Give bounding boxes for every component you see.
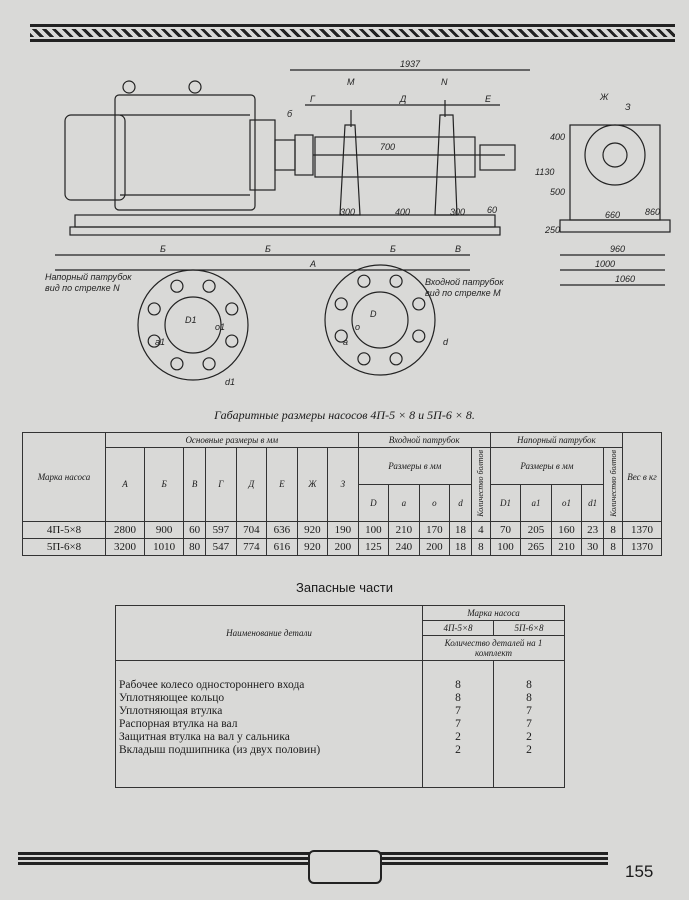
bolt-hole bbox=[358, 275, 370, 287]
dim-g: Г bbox=[310, 94, 315, 104]
spare-col1-header: 4П-5×8 bbox=[423, 621, 494, 636]
top-ornament-band bbox=[30, 22, 675, 44]
dims-row bbox=[23, 521, 662, 538]
end-view bbox=[570, 125, 660, 220]
spare-item-qty-5p: 7 bbox=[526, 718, 532, 730]
flange-letter-o: o bbox=[355, 322, 361, 332]
main-cell: 920 bbox=[297, 521, 328, 538]
outlet-bolts-header: Количество болтов bbox=[604, 448, 623, 522]
in-cell: 170 bbox=[419, 521, 450, 538]
dim-1937: 1937 bbox=[400, 59, 421, 69]
dim-860: 860 bbox=[645, 207, 661, 217]
out-cell: 160 bbox=[551, 521, 582, 538]
main-cell: 900 bbox=[145, 521, 184, 538]
dim-b3: Б bbox=[390, 244, 396, 254]
inlet-header: Входной патрубок bbox=[358, 433, 490, 448]
outlet-header: Напорный патрубок bbox=[490, 433, 622, 448]
spare-item-qty-4p: 8 bbox=[455, 679, 461, 691]
dim-v: В bbox=[455, 244, 462, 254]
bolt-hole bbox=[413, 298, 425, 310]
spare-item-name: Уплотняющая втулка bbox=[119, 705, 223, 717]
spare-item-qty-4p: 7 bbox=[455, 705, 461, 717]
spare-item-qty-4p: 8 bbox=[455, 692, 461, 704]
figure-caption: Габаритные размеры насосов 4П-5 × 8 и 5П-6 × 8. bbox=[214, 408, 475, 422]
bolt-hole bbox=[390, 353, 402, 365]
out-cell: 23 bbox=[582, 521, 604, 538]
flange-letter-D1: D1 bbox=[185, 315, 197, 325]
spare-item-qty-5p: 8 bbox=[526, 692, 532, 704]
base-frame bbox=[75, 215, 495, 227]
dim-d: Д bbox=[400, 94, 407, 104]
spare-names-cell bbox=[116, 661, 423, 788]
spare-item-qty-4p: 2 bbox=[455, 731, 461, 743]
main-col-G: Г bbox=[206, 448, 237, 522]
dim-300b: 300 bbox=[450, 207, 466, 217]
dim-500-vert: 500 bbox=[550, 187, 566, 197]
out-cell: 210 bbox=[551, 538, 582, 555]
bolt-hole bbox=[413, 330, 425, 342]
spare-item-name: Вкладыш подшипника (из двух половин) bbox=[119, 744, 321, 756]
spare-item-qty-5p: 7 bbox=[526, 705, 532, 717]
main-sizes-header: Основные размеры в мм bbox=[106, 433, 359, 448]
main-cell: 3200 bbox=[106, 538, 145, 555]
in-cell: 100 bbox=[358, 521, 389, 538]
spare-qty-col2 bbox=[493, 661, 564, 788]
dim-1130-vert: 1130 bbox=[535, 167, 555, 177]
dimensions-table bbox=[22, 432, 662, 556]
in-cell: 210 bbox=[389, 521, 420, 538]
main-cell: 2800 bbox=[106, 521, 145, 538]
in-cell: 18 bbox=[450, 538, 472, 555]
weight-cell: 1370 bbox=[623, 521, 662, 538]
dim-60: 60 bbox=[487, 205, 498, 215]
discharge-flange-view bbox=[138, 270, 248, 380]
dim-660: 660 bbox=[605, 210, 621, 220]
main-cell: 1010 bbox=[145, 538, 184, 555]
flange-letter-o1: o1 bbox=[215, 322, 226, 332]
in-col-d: d bbox=[450, 484, 472, 521]
main-col-A: А bbox=[106, 448, 145, 522]
arrow-n: N bbox=[441, 77, 448, 87]
in-col-D: D bbox=[358, 484, 389, 521]
bolt-hole bbox=[203, 280, 215, 292]
in-col-a: a bbox=[389, 484, 420, 521]
in-cell: 18 bbox=[450, 521, 472, 538]
flange-letter-D: D bbox=[370, 309, 377, 319]
flange-letter-d1: d1 bbox=[225, 377, 236, 387]
out-col-d1: d1 bbox=[582, 484, 604, 521]
inlet-bolts-header: Количество болтов bbox=[471, 448, 490, 522]
dim-700: 700 bbox=[380, 142, 396, 152]
out-col-D1: D1 bbox=[490, 484, 521, 521]
in-cell: 240 bbox=[389, 538, 420, 555]
out-cell: 30 bbox=[582, 538, 604, 555]
main-cell: 190 bbox=[328, 521, 359, 538]
label-inlet: Входной патрубок вид по стрелке М bbox=[425, 277, 504, 298]
main-cell: 704 bbox=[236, 521, 267, 538]
dim-a: А bbox=[310, 259, 317, 269]
spare-item-qty-4p: 7 bbox=[455, 718, 461, 730]
spare-name-header: Наименование детали bbox=[116, 606, 423, 661]
main-col-Zh: Ж bbox=[297, 448, 328, 522]
spare-qty-col1 bbox=[423, 661, 494, 788]
mark: 4П-5×8 bbox=[23, 521, 106, 538]
main-cell: 597 bbox=[206, 521, 237, 538]
bolt-hole bbox=[226, 303, 238, 315]
weight-header: Вес в кг bbox=[623, 433, 662, 522]
main-col-E: Е bbox=[267, 448, 298, 522]
motor-body bbox=[115, 95, 255, 210]
in-bolts-cell: 8 bbox=[471, 538, 490, 555]
inlet-flange-view bbox=[325, 265, 435, 375]
spare-item-qty-4p: 2 bbox=[455, 744, 461, 756]
col-mark-header: Марка насоса bbox=[23, 433, 106, 522]
bolt-hole bbox=[226, 335, 238, 347]
out-cell: 205 bbox=[521, 521, 552, 538]
dim-1060: 1060 bbox=[615, 274, 636, 284]
spare-item-qty-5p: 2 bbox=[526, 731, 532, 743]
dim-300a: 300 bbox=[340, 207, 356, 217]
dim-400: 400 bbox=[395, 207, 411, 217]
spare-item-qty-5p: 2 bbox=[526, 744, 532, 756]
out-col-a1: a1 bbox=[521, 484, 552, 521]
pump-dimension-drawing bbox=[25, 55, 675, 400]
arrow-m: M bbox=[347, 77, 355, 87]
main-col-Z: З bbox=[328, 448, 359, 522]
bolt-hole bbox=[171, 358, 183, 370]
main-col-B: Б bbox=[145, 448, 184, 522]
main-cell: 80 bbox=[184, 538, 206, 555]
in-col-o: o bbox=[419, 484, 450, 521]
bolt-hole bbox=[203, 358, 215, 370]
main-cell: 547 bbox=[206, 538, 237, 555]
in-bolts-cell: 4 bbox=[471, 521, 490, 538]
end-view-flange bbox=[585, 125, 645, 185]
bolt-hole bbox=[335, 298, 347, 310]
bolt-hole bbox=[171, 280, 183, 292]
flange-letter-d: d bbox=[443, 337, 449, 347]
main-cell: 774 bbox=[236, 538, 267, 555]
spare-col2-header: 5П-6×8 bbox=[493, 621, 564, 636]
outlet-sizes-header: Размеры в мм bbox=[490, 448, 603, 485]
main-cell: 60 bbox=[184, 521, 206, 538]
main-cell: 636 bbox=[267, 521, 298, 538]
dims-row bbox=[23, 538, 662, 555]
spare-item-qty-5p: 8 bbox=[526, 679, 532, 691]
bolt-hole bbox=[358, 353, 370, 365]
spare-mark-header: Марка насоса bbox=[423, 606, 565, 621]
mark: 5П-6×8 bbox=[23, 538, 106, 555]
out-cell: 70 bbox=[490, 521, 521, 538]
dim-250-vert: 250 bbox=[545, 225, 561, 235]
spare-parts-table bbox=[115, 605, 565, 788]
pump-emblem-icon bbox=[308, 850, 382, 884]
out-bolts-cell: 8 bbox=[604, 521, 623, 538]
spare-item-name: Рабочее колесо одностороннего входа bbox=[119, 679, 305, 691]
dim-b1: Б bbox=[160, 244, 166, 254]
dim-960: 960 bbox=[610, 244, 626, 254]
dim-b-small: б bbox=[287, 109, 293, 119]
out-col-o1: o1 bbox=[551, 484, 582, 521]
page-number: 155 bbox=[625, 862, 654, 881]
dim-b2: Б bbox=[265, 244, 271, 254]
out-bolts-cell: 8 bbox=[604, 538, 623, 555]
dim-e: Е bbox=[485, 94, 492, 104]
in-cell: 200 bbox=[419, 538, 450, 555]
spare-qty-header: Количество деталей на 1 комплект bbox=[423, 636, 565, 661]
dim-1000: 1000 bbox=[595, 259, 616, 269]
flange-letter-a1: a1 bbox=[155, 337, 166, 347]
main-cell: 920 bbox=[297, 538, 328, 555]
bolt-hole bbox=[390, 275, 402, 287]
label-discharge: Напорный патрубок вид по стрелке N bbox=[45, 272, 132, 293]
bottom-ornament-band bbox=[18, 850, 608, 880]
dim-400-vert: 400 bbox=[550, 132, 566, 142]
flange-letter-a: a bbox=[343, 337, 349, 347]
weight-cell: 1370 bbox=[623, 538, 662, 555]
spare-item-name: Уплотняющее кольцо bbox=[119, 692, 225, 704]
in-cell: 125 bbox=[358, 538, 389, 555]
main-col-V: В bbox=[184, 448, 206, 522]
dim-zh: Ж bbox=[600, 92, 609, 102]
spare-item-name: Распорная втулка на вал bbox=[119, 718, 238, 730]
main-col-D: Д bbox=[236, 448, 267, 522]
dim-z: З bbox=[625, 102, 631, 112]
spare-parts-title: Запасные части bbox=[296, 580, 393, 595]
out-cell: 265 bbox=[521, 538, 552, 555]
main-cell: 616 bbox=[267, 538, 298, 555]
bolt-hole bbox=[148, 303, 160, 315]
spare-item-name: Защитная втулка на вал у сальника bbox=[119, 731, 290, 743]
out-cell: 100 bbox=[490, 538, 521, 555]
inlet-sizes-header: Размеры в мм bbox=[358, 448, 471, 485]
main-cell: 200 bbox=[328, 538, 359, 555]
